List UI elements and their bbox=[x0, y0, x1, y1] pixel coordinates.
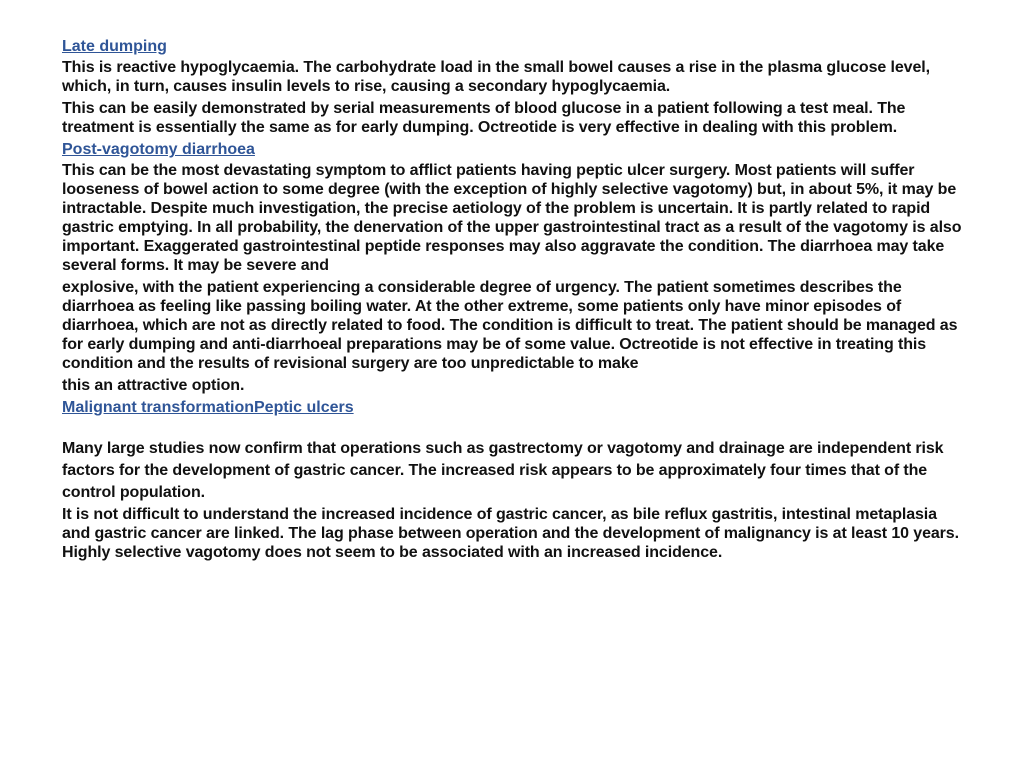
paragraph: factors for the development of gastric cancer. The increased risk appears to be approximately four times that of the bbox=[62, 462, 928, 479]
heading-post-vagotomy-diarrhoea[interactable]: Post-vagotomy diarrhoea bbox=[62, 141, 255, 158]
paragraph: This can be the most devastating symptom to afflict patients having peptic ulcer surgery. Most patients will suffer looseness of bowel action to some degree (with the exception of highly selective vagotomy) but, in about 5%, it may be intractable. Despite much investigation, the precise aetiology of the problem is uncertain. It is partly related to rapid gastric emptying. In all probability, the denervation of the upper gastrointestinal tract as a result of the vagotomy is also important. Exaggerated gastrointestinal peptide responses may also aggravate the condition. The diarrhoea may take several forms. It may be severe and bbox=[62, 162, 962, 274]
paragraph: This is reactive hypoglycaemia. The carbohydrate load in the small bowel causes a rise in the plasma glucose level, which, in turn, causes insulin levels to rise, causing a secondary hypoglycaemia. bbox=[62, 59, 930, 95]
spacer bbox=[62, 419, 964, 439]
heading-late-dumping[interactable]: Late dumping bbox=[62, 38, 167, 55]
paragraph: Many large studies now confirm that operations such as gastrectomy or vagotomy and drainage are independent risk bbox=[62, 440, 944, 457]
paragraph: control population. bbox=[62, 484, 205, 501]
paragraph: It is not difficult to understand the increased incidence of gastric cancer, as bile reflux gastritis, intestinal metaplasia and gastric cancer are linked. The lag phase between operation and the development of malignancy is at least 10 years. Highly selective vagotomy does not seem to be associated with an increased incidence. bbox=[62, 506, 959, 561]
paragraph: explosive, with the patient experiencing a considerable degree of urgency. The patient sometimes describes the diarrhoea as feeling like passing boiling water. At the other extreme, some patients only have minor episodes of diarrhoea, which are not as directly related to food. The condition is difficult to treat. The patient should be managed as for early dumping and anti-diarrhoeal preparations may be of some value. Octreotide is not effective in treating this condition and the results of revisional surgery are too unpredictable to make bbox=[62, 279, 958, 372]
paragraph: This can be easily demonstrated by serial measurements of blood glucose in a patient following a test meal. The treatment is essentially the same as for early dumping. Octreotide is very effective in dealing with this problem. bbox=[62, 100, 906, 136]
heading-malignant-transformation[interactable]: Malignant transformationPeptic ulcers bbox=[62, 399, 354, 416]
paragraph: this an attractive option. bbox=[62, 377, 245, 394]
